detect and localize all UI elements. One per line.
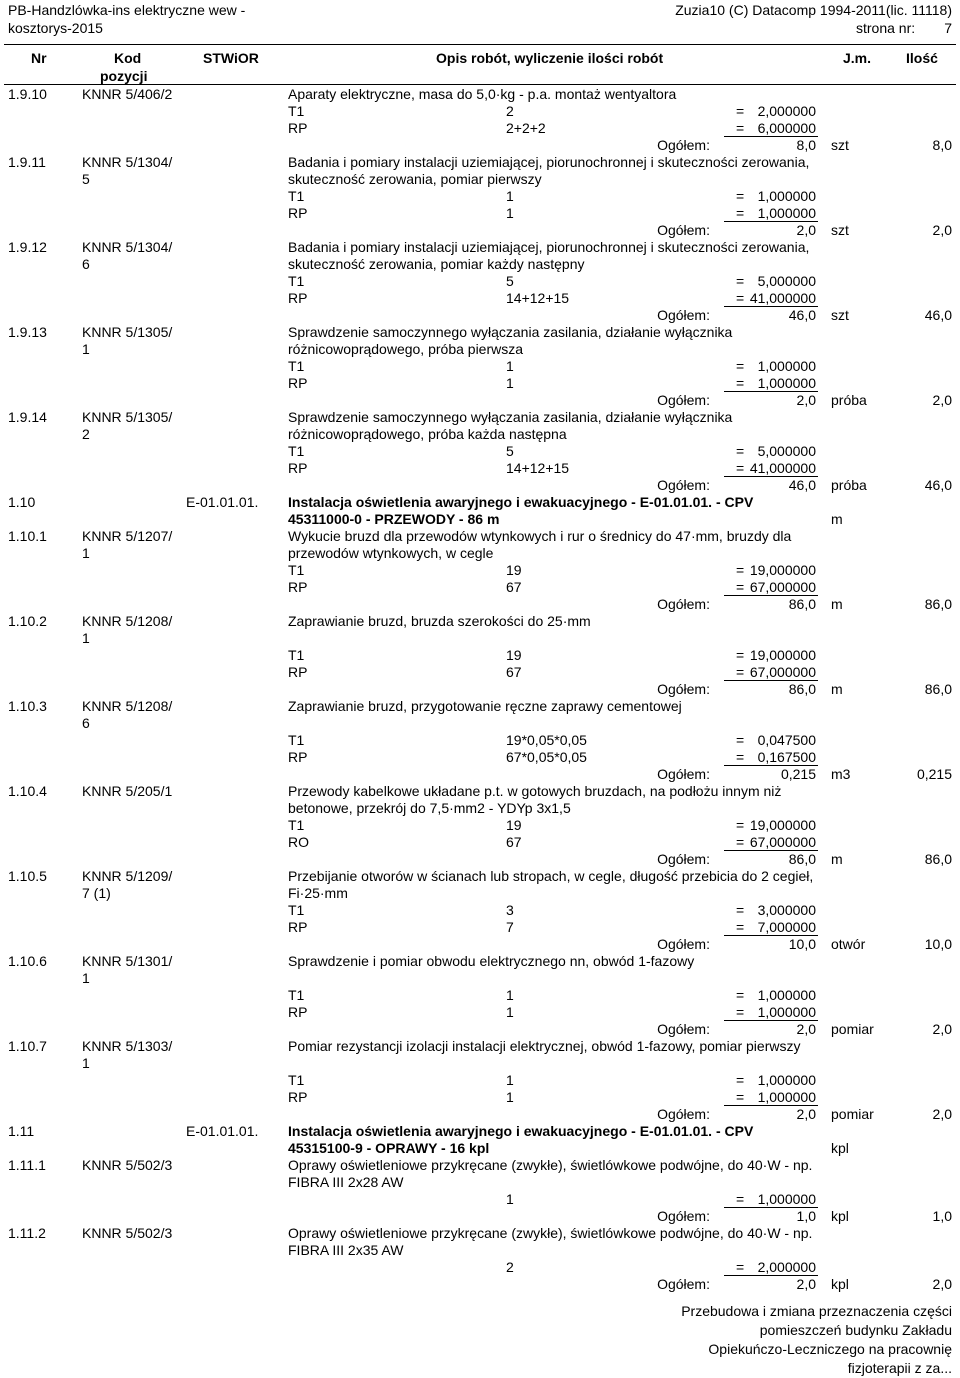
- item-description: Przebijanie otworów w ścianach lub stropach, w cegle, długość przebicia do 2 cegieł,: [288, 868, 814, 884]
- calc-value: 1,000000: [757, 375, 816, 391]
- calc-equals: =: [736, 919, 745, 935]
- calc-equals: =: [736, 1089, 745, 1105]
- calc-expression: 67: [506, 834, 522, 850]
- total-value: 86,0: [788, 596, 816, 612]
- calc-equals: =: [736, 562, 745, 578]
- calc-value: 1,000000: [757, 1004, 816, 1020]
- calc-expression: 67: [506, 664, 522, 680]
- calc-value: 0,047500: [757, 732, 816, 748]
- item-description: Wykucie bruzd dla przewodów wtynkowych i rur o średnicy do 47·mm, bruzdy dla: [288, 528, 792, 544]
- calc-equals: =: [736, 103, 745, 119]
- calc-value: 1,000000: [757, 1191, 816, 1207]
- calc-expression: 5: [506, 273, 514, 289]
- calc-value: 19,000000: [749, 647, 816, 663]
- calc-label: T1: [288, 647, 305, 663]
- item-code: 1: [82, 341, 90, 357]
- calc-expression: 2: [506, 1259, 514, 1275]
- item-number: 1.9.10: [8, 86, 47, 102]
- item-description: skuteczność zerowania, pomiar każdy następny: [288, 256, 585, 272]
- calc-equals: =: [736, 834, 745, 850]
- item-description: różnicowoprądowego, próba pierwsza: [288, 341, 524, 357]
- item-number: 1.9.13: [8, 324, 47, 340]
- unit: szt: [831, 137, 849, 153]
- total-label: Ogółem:: [657, 222, 710, 238]
- calc-value: 6,000000: [757, 120, 816, 136]
- calc-equals: =: [736, 1259, 745, 1275]
- col-jm: J.m.: [843, 50, 872, 66]
- col-stwior: STWiOR: [203, 50, 259, 66]
- item-number: 1.10.4: [8, 783, 47, 799]
- unit: pomiar: [831, 1021, 874, 1037]
- calc-value: 7,000000: [757, 919, 816, 935]
- calc-label: T1: [288, 817, 305, 833]
- total-label: Ogółem:: [657, 851, 710, 867]
- quantity: 86,0: [924, 681, 952, 697]
- item-description: Sprawdzenie samoczynnego wyłączania zasilania, działanie wyłącznika: [288, 324, 733, 340]
- calc-equals: =: [736, 358, 745, 374]
- calc-equals: =: [736, 460, 745, 476]
- total-value: 10,0: [788, 936, 816, 952]
- item-code: 1: [82, 630, 90, 646]
- quantity: 2,0: [932, 392, 952, 408]
- item-description: Badania i pomiary instalacji uziemiającej, piorunochronnej i skuteczności zerowania,: [288, 239, 810, 255]
- calc-label: RP: [288, 1089, 308, 1105]
- item-number: 1.11.1: [8, 1157, 46, 1173]
- calc-equals: =: [736, 817, 745, 833]
- quantity: 2,0: [932, 1021, 952, 1037]
- item-description: FIBRA III 2x35 AW: [288, 1242, 404, 1258]
- page-number-label: strona nr:: [856, 20, 916, 36]
- col-nr: Nr: [31, 50, 47, 66]
- item-code: KNNR 5/205/1: [82, 783, 173, 799]
- calc-value: 1,000000: [757, 188, 816, 204]
- total-value: 46,0: [788, 477, 816, 493]
- section-number: 1.11: [8, 1123, 35, 1139]
- item-description: przewodów wtynkowych, w cegle: [288, 545, 494, 561]
- item-code: KNNR 5/502/3: [82, 1157, 173, 1173]
- calc-equals: =: [736, 902, 745, 918]
- item-code: 1: [82, 970, 90, 986]
- document-title-line2: kosztorys-2015: [8, 20, 103, 36]
- calc-value: 1,000000: [757, 1072, 816, 1088]
- calc-label: RP: [288, 120, 308, 136]
- calc-label: T1: [288, 987, 305, 1003]
- calc-value: 41,000000: [749, 290, 816, 306]
- calc-label: T1: [288, 103, 305, 119]
- calc-label: T1: [288, 443, 305, 459]
- unit: szt: [831, 307, 849, 323]
- total-label: Ogółem:: [657, 392, 710, 408]
- footer-line: fizjoterapii z za...: [847, 1360, 952, 1376]
- calc-label: RP: [288, 460, 308, 476]
- calc-value: 67,000000: [749, 834, 816, 850]
- calc-label: T1: [288, 188, 305, 204]
- document-title-line1: PB-Handzlówka-ins elektryczne wew -: [8, 2, 246, 18]
- calc-expression: 7: [506, 919, 514, 935]
- calc-equals: =: [736, 443, 745, 459]
- calc-expression: 19: [506, 817, 522, 833]
- total-label: Ogółem:: [657, 766, 710, 782]
- unit: m: [831, 681, 843, 697]
- calc-equals: =: [736, 188, 745, 204]
- total-label: Ogółem:: [657, 936, 710, 952]
- item-description: Zaprawianie bruzd, bruzda szerokości do 25·mm: [288, 613, 591, 629]
- total-value: 86,0: [788, 851, 816, 867]
- col-ilosc: Ilość: [906, 50, 938, 66]
- footer-line: pomieszczeń budynku Zakładu: [759, 1322, 952, 1338]
- item-code: KNNR 5/1304/: [82, 154, 173, 170]
- unit: pomiar: [831, 1106, 874, 1122]
- total-value: 8,0: [796, 137, 816, 153]
- calc-expression: 1: [506, 1089, 514, 1105]
- quantity: 2,0: [932, 1106, 952, 1122]
- quantity: 86,0: [924, 851, 952, 867]
- quantity: 46,0: [924, 477, 952, 493]
- total-value: 2,0: [796, 1021, 816, 1037]
- calc-expression: 19*0,05*0,05: [506, 732, 587, 748]
- item-description: Zaprawianie bruzd, przygotowanie ręczne zaprawy cementowej: [288, 698, 682, 714]
- calc-label: T1: [288, 902, 305, 918]
- section-stwior: E-01.01.01.: [186, 494, 259, 510]
- total-label: Ogółem:: [657, 307, 710, 323]
- calc-expression: 1: [506, 188, 514, 204]
- footer-line: Przebudowa i zmiana przeznaczenia części: [681, 1303, 952, 1319]
- calc-expression: 1: [506, 1072, 514, 1088]
- calc-label: T1: [288, 1072, 305, 1088]
- calc-equals: =: [736, 749, 745, 765]
- col-opis: Opis robót, wyliczenie ilości robót: [436, 50, 664, 66]
- calc-label: RP: [288, 579, 308, 595]
- calc-expression: 14+12+15: [506, 460, 570, 476]
- calc-equals: =: [736, 120, 745, 136]
- item-number: 1.10.5: [8, 868, 47, 884]
- calc-equals: =: [736, 290, 745, 306]
- item-code: KNNR 5/502/3: [82, 1225, 173, 1241]
- total-label: Ogółem:: [657, 681, 710, 697]
- total-value: 2,0: [796, 1106, 816, 1122]
- calc-label: RP: [288, 375, 308, 391]
- calc-value: 3,000000: [757, 902, 816, 918]
- total-label: Ogółem:: [657, 1208, 710, 1224]
- calc-label: T1: [288, 562, 305, 578]
- calc-equals: =: [736, 732, 745, 748]
- calc-expression: 5: [506, 443, 514, 459]
- unit: m3: [831, 766, 851, 782]
- item-description: Oprawy oświetleniowe przykręcane (zwykłe), świetlówkowe podwójne, do 40·W - np.: [288, 1225, 813, 1241]
- calc-label: T1: [288, 732, 305, 748]
- calc-equals: =: [736, 375, 745, 391]
- item-number: 1.9.12: [8, 239, 47, 255]
- item-code: KNNR 5/1207/: [82, 528, 173, 544]
- calc-label: RP: [288, 749, 308, 765]
- calc-label: RO: [288, 834, 309, 850]
- calc-label: T1: [288, 358, 305, 374]
- unit: szt: [831, 222, 849, 238]
- calc-expression: 67: [506, 579, 522, 595]
- total-label: Ogółem:: [657, 596, 710, 612]
- page-number: 7: [944, 20, 952, 36]
- item-code: KNNR 5/1208/: [82, 698, 173, 714]
- item-description: Sprawdzenie i pomiar obwodu elektrycznego nn, obwód 1-fazowy: [288, 953, 695, 969]
- calc-value: 5,000000: [757, 443, 816, 459]
- calc-equals: =: [736, 579, 745, 595]
- calc-expression: 3: [506, 902, 514, 918]
- item-code: KNNR 5/1304/: [82, 239, 173, 255]
- quantity: 2,0: [932, 1276, 952, 1292]
- quantity: 86,0: [924, 596, 952, 612]
- item-description: skuteczność zerowania, pomiar pierwszy: [288, 171, 542, 187]
- item-description: Aparaty elektryczne, masa do 5,0·kg - p.a. montaż wentyaltora: [288, 86, 677, 102]
- software-license: Zuzia10 (C) Datacomp 1994-2011(lic. 11118): [675, 2, 952, 18]
- unit: otwór: [831, 936, 866, 952]
- section-number: 1.10: [8, 494, 36, 510]
- calc-expression: 1: [506, 1004, 514, 1020]
- item-number: 1.10.6: [8, 953, 47, 969]
- calc-expression: 19: [506, 647, 522, 663]
- calc-value: 41,000000: [749, 460, 816, 476]
- item-description: betonowe, przekrój do 7,5·mm2 - YDYp 3x1,5: [288, 800, 571, 816]
- total-value: 2,0: [796, 222, 816, 238]
- item-number: 1.10.7: [8, 1038, 47, 1054]
- calc-equals: =: [736, 647, 745, 663]
- item-description: Sprawdzenie samoczynnego wyłączania zasilania, działanie wyłącznika: [288, 409, 733, 425]
- calc-equals: =: [736, 987, 745, 1003]
- unit: kpl: [831, 1276, 849, 1292]
- total-value: 46,0: [788, 307, 816, 323]
- section-unit: m: [831, 511, 843, 527]
- calc-label: RP: [288, 205, 308, 221]
- section-title: 45311000-0 - PRZEWODY - 86 m: [288, 511, 500, 527]
- section-unit: kpl: [831, 1140, 849, 1156]
- quantity: 1,0: [932, 1208, 952, 1224]
- calc-value: 0,167500: [757, 749, 816, 765]
- item-code: KNNR 5/1303/: [82, 1038, 173, 1054]
- unit: próba: [831, 392, 867, 408]
- calc-expression: 1: [506, 375, 514, 391]
- calc-label: T1: [288, 273, 305, 289]
- item-code: KNNR 5/1305/: [82, 324, 173, 340]
- item-code: KNNR 5/1209/: [82, 868, 173, 884]
- total-value: 0,215: [780, 766, 816, 782]
- calc-label: RP: [288, 1004, 308, 1020]
- item-number: 1.10.1: [8, 528, 47, 544]
- calc-expression: 67*0,05*0,05: [506, 749, 587, 765]
- calc-value: 1,000000: [757, 1089, 816, 1105]
- total-value: 2,0: [796, 392, 816, 408]
- calc-value: 1,000000: [757, 987, 816, 1003]
- section-title: Instalacja oświetlenia awaryjnego i ewakuacyjnego - E-01.01.01. - CPV: [288, 494, 754, 510]
- item-number: 1.9.14: [8, 409, 47, 425]
- item-description: Fi·25·mm: [288, 885, 348, 901]
- calc-equals: =: [736, 1072, 745, 1088]
- item-code: 6: [82, 256, 90, 272]
- calc-equals: =: [736, 1191, 745, 1207]
- item-code: 1: [82, 1055, 90, 1071]
- item-number: 1.9.11: [8, 154, 46, 170]
- total-label: Ogółem:: [657, 137, 710, 153]
- calc-equals: =: [736, 205, 745, 221]
- calc-value: 67,000000: [749, 579, 816, 595]
- quantity: 8,0: [932, 137, 952, 153]
- calc-value: 2,000000: [757, 103, 816, 119]
- total-value: 86,0: [788, 681, 816, 697]
- item-code: 5: [82, 171, 90, 187]
- item-code: 1: [82, 545, 90, 561]
- total-value: 1,0: [796, 1208, 816, 1224]
- calc-value: 67,000000: [749, 664, 816, 680]
- unit: kpl: [831, 1208, 849, 1224]
- calc-equals: =: [736, 273, 745, 289]
- calc-expression: 19: [506, 562, 522, 578]
- section-title: 45315100-9 - OPRAWY - 16 kpl: [288, 1140, 490, 1156]
- item-code: KNNR 5/1301/: [82, 953, 173, 969]
- calc-expression: 2: [506, 103, 514, 119]
- calc-value: 19,000000: [749, 817, 816, 833]
- calc-value: 2,000000: [757, 1259, 816, 1275]
- unit: m: [831, 851, 843, 867]
- section-stwior: E-01.01.01.: [186, 1123, 259, 1139]
- calc-expression: 1: [506, 987, 514, 1003]
- calc-value: 5,000000: [757, 273, 816, 289]
- quantity: 0,215: [916, 766, 952, 782]
- col-pozycji: pozycji: [100, 68, 148, 84]
- calc-value: 19,000000: [749, 562, 816, 578]
- item-number: 1.10.2: [8, 613, 47, 629]
- col-kod: Kod: [114, 50, 142, 66]
- total-label: Ogółem:: [657, 1021, 710, 1037]
- calc-label: RP: [288, 919, 308, 935]
- item-code: KNNR 5/1305/: [82, 409, 173, 425]
- item-description: Pomiar rezystancji izolacji instalacji elektrycznej, obwód 1-fazowy, pomiar pierwszy: [288, 1038, 801, 1054]
- item-code: 2: [82, 426, 90, 442]
- calc-expression: 1: [506, 205, 514, 221]
- unit: próba: [831, 477, 867, 493]
- item-description: FIBRA III 2x28 AW: [288, 1174, 404, 1190]
- item-number: 1.11.2: [8, 1225, 46, 1241]
- footer-line: Opiekuńczo-Leczniczego na pracownię: [708, 1341, 952, 1357]
- item-description: Oprawy oświetleniowe przykręcane (zwykłe), świetlówkowe podwójne, do 40·W - np.: [288, 1157, 813, 1173]
- item-code: 7 (1): [82, 885, 111, 901]
- item-description: Badania i pomiary instalacji uziemiającej, piorunochronnej i skuteczności zerowania,: [288, 154, 810, 170]
- total-label: Ogółem:: [657, 477, 710, 493]
- calc-equals: =: [736, 1004, 745, 1020]
- calc-value: 1,000000: [757, 205, 816, 221]
- item-number: 1.10.3: [8, 698, 47, 714]
- item-code: KNNR 5/1208/: [82, 613, 173, 629]
- item-code: KNNR 5/406/2: [82, 86, 173, 102]
- total-value: 2,0: [796, 1276, 816, 1292]
- calc-expression: 1: [506, 1191, 514, 1207]
- calc-label: RP: [288, 664, 308, 680]
- calc-expression: 14+12+15: [506, 290, 570, 306]
- quantity: 10,0: [924, 936, 952, 952]
- total-label: Ogółem:: [657, 1276, 710, 1292]
- page-footer: [652, 1302, 952, 1378]
- quantity: 2,0: [932, 222, 952, 238]
- quantity: 46,0: [924, 307, 952, 323]
- unit: m: [831, 596, 843, 612]
- calc-expression: 2+2+2: [506, 120, 546, 136]
- calc-value: 1,000000: [757, 358, 816, 374]
- calc-expression: 1: [506, 358, 514, 374]
- calc-label: RP: [288, 290, 308, 306]
- item-description: Przewody kabelkowe układane p.t. w gotowych bruzdach, na podłożu innym niż: [288, 783, 782, 799]
- calc-equals: =: [736, 664, 745, 680]
- item-code: 6: [82, 715, 90, 731]
- item-description: różnicowoprądowego, próba każda następna: [288, 426, 567, 442]
- total-label: Ogółem:: [657, 1106, 710, 1122]
- section-title: Instalacja oświetlenia awaryjnego i ewakuacyjnego - E-01.01.01. - CPV: [288, 1123, 754, 1139]
